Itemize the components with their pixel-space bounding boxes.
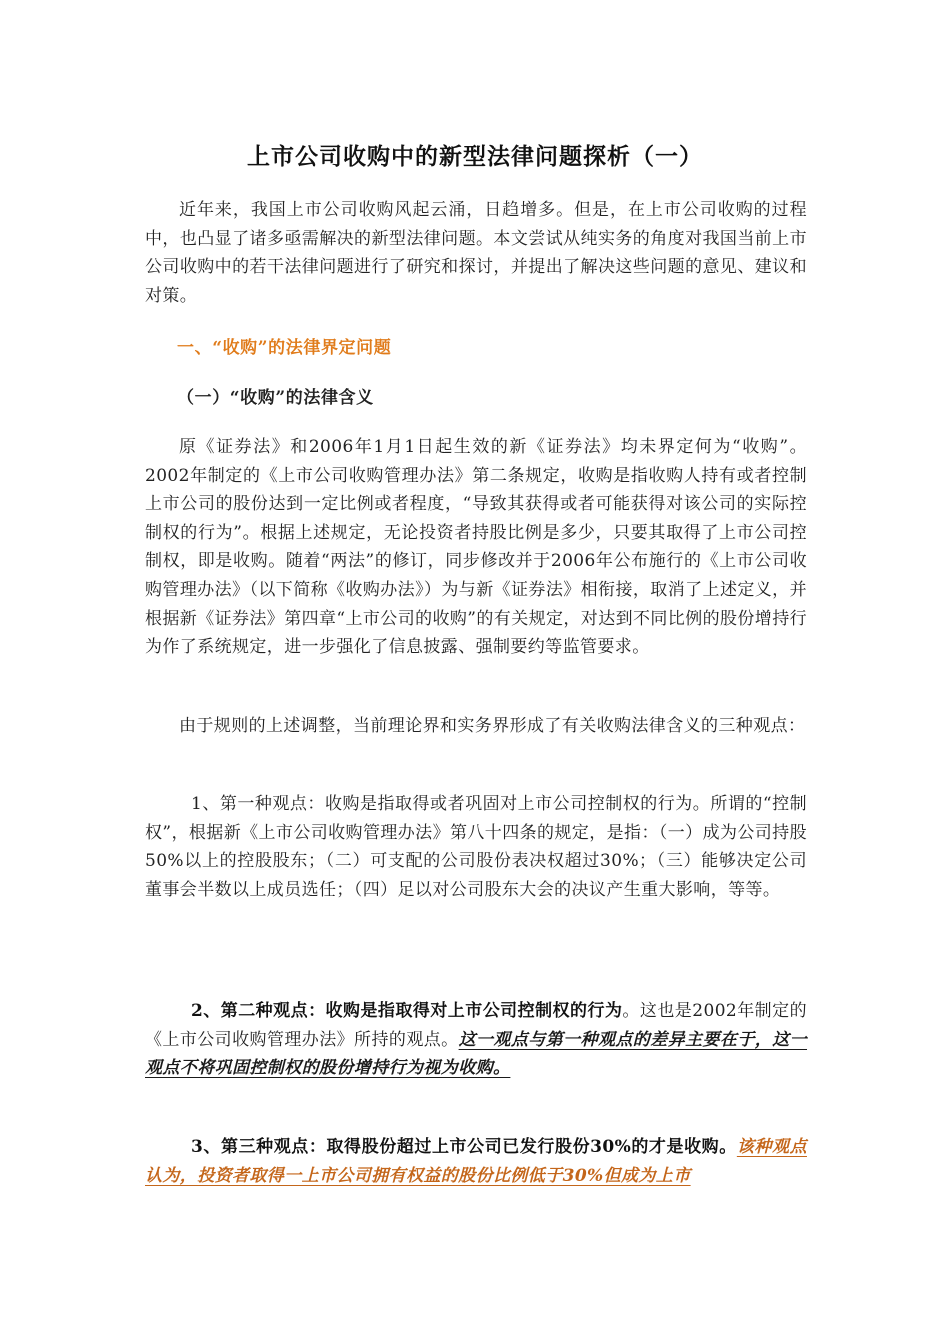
subsection-heading: （一）“收购”的法律含义 (177, 388, 374, 408)
view-three-label: 3、第三种观点： (191, 1137, 327, 1157)
paragraph-view-three (145, 1133, 807, 1190)
intro-paragraph: 近年来，我国上市公司收购风起云涌，日趋增多。但是，在上市公司收购的过程中，也凸显了诸多亟需解决的新型法律问题。本文尝试从纯实务的角度对我国当前上市公司收购中的若干法律问题进行了研究和探讨，并提出了解决这些问题的意见、建议和对策。 (145, 200, 807, 306)
document-title: 上市公司收购中的新型法律问题探析（一） (247, 144, 703, 170)
paragraph-acquisition-definition: 原《证券法》和2006年1月1日起生效的新《证券法》均未界定何为“收购”。2002年制定的《上市公司收购管理办法》第二条规定，收购是指收购人持有或者控制上市公司的股份达到一定比例或者程度，“导致其获得或者可能获得对该公司的实际控制权的行为”。根据上述规定，无论投资者持股比例是多少，只要其取得了上市公司控制权，即是收购。随着“两法”的修订，同步修改并于2006年公布施行的《上市公司收购管理办法》（以下简称《收购办法》）为与新《证券法》相衔接，取消了上述定义，并根据新《证券法》第四章“上市公司的收购”的有关规定，对达到不同比例的股份增持行为作了系统规定，进一步强化了信息披露、强制要约等监管要求。 (145, 437, 807, 658)
view-three-bold: 取得股份超过上市公司已发行股份30%的才是收购。 (326, 1137, 737, 1157)
paragraph-view-two (145, 997, 807, 1083)
view-three-underlined: 该种观点认为，投资者取得一上市公司拥有权益的股份比例低于30%但成为上市 (145, 1137, 807, 1186)
view-two-underlined: 这一观点与第一种观点的差异主要在于，这一观点不将巩固控制权的股份增持行为视为收购。 (145, 1029, 808, 1079)
view-two-plain: 。这也是2002年制定的《上市公司收购管理办法》所持的观点。 (145, 1001, 807, 1050)
paragraph-three-views-intro: 由于规则的上述调整，当前理论界和实务界形成了有关收购法律含义的三种观点： (179, 716, 806, 736)
section-heading: 一、“收购”的法律界定问题 (177, 338, 392, 358)
view-two-bold: 2、第二种观点：收购是指取得对上市公司控制权的行为 (191, 1001, 623, 1021)
paragraph-view-one: 1、第一种观点：收购是指取得或者巩固对上市公司控制权的行为。所谓的“控制权”，根据新《上市公司收购管理办法》第八十四条的规定，是指：（一）成为公司持股50%以上的控股股东；（二）可支配的公司股份表决权超过30%；（三）能够决定公司董事会半数以上成员选任；（四）足以对公司股东大会的决议产生重大影响，等等。 (145, 794, 807, 900)
